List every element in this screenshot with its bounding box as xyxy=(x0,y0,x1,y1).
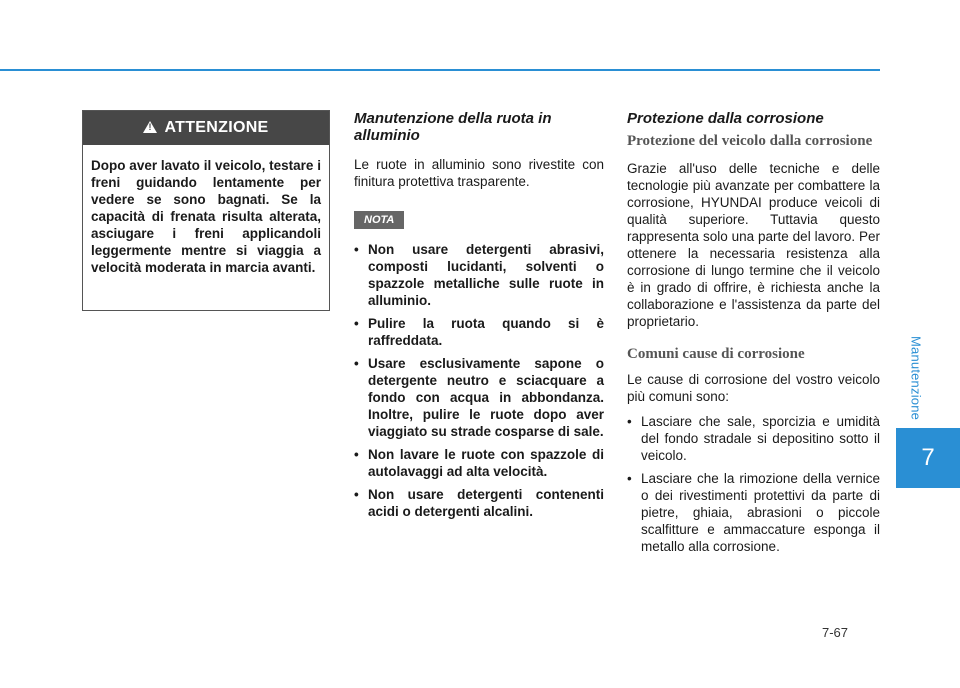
list-item: • Lasciare che sale, sporcizia e umidità del fondo stradale si depositino sotto il veicolo. xyxy=(627,413,880,464)
warning-text: Dopo aver lavato il veicolo, testare i freni guidando lentamente per vedere se sono bagnati. Se la capacità di frenata risulta alterata, asciugare i freni applicandoli leggermente mentre si viaggia a velocità moderata in marcia avanti. xyxy=(91,158,321,275)
warning-title: ATTENZIONE xyxy=(164,119,269,136)
list-item: • Non usare detergenti contenenti acidi o detergenti alcalini. xyxy=(354,486,604,520)
page-number: 7-67 xyxy=(822,625,849,640)
section-name-label: Manutenzione xyxy=(908,335,924,421)
warning-triangle-icon xyxy=(143,121,157,133)
list-item: • Usare esclusivamente sapone o detergente neutro e sciacquare a fondo con acqua in abbondanza. Inoltre, pulire le ruote dopo aver viaggiato su strade cosparse di sale. xyxy=(354,355,604,440)
corrosion-list xyxy=(627,413,880,555)
wheel-care-intro: Le ruote in alluminio sono rivestite con finitura protettiva trasparente. xyxy=(354,157,604,189)
wheel-care-section xyxy=(354,110,604,526)
wheel-care-list xyxy=(354,241,604,520)
corrosion-subtitle-2: Comuni cause di corrosione xyxy=(627,346,805,362)
list-item: • Non lavare le ruote con spazzole di autolavaggi ad alta velocità. xyxy=(354,446,604,480)
warning-box xyxy=(82,110,330,311)
header-rule xyxy=(0,69,880,71)
wheel-care-title: Manutenzione della ruota in alluminio xyxy=(354,110,552,144)
section-number-tab: 7 xyxy=(896,428,960,488)
corrosion-title: Protezione dalla corrosione xyxy=(627,110,824,127)
warning-header xyxy=(83,111,329,145)
corrosion-section xyxy=(627,110,880,561)
list-item: • Non usare detergenti abrasivi, composti lucidanti, solventi o spazzole metalliche sulle ruote in alluminio. xyxy=(354,241,604,309)
corrosion-paragraph-2: Le cause di corrosione del vostro veicolo più comuni sono: xyxy=(627,372,880,404)
corrosion-subtitle-1: Protezione del veicolo dalla corrosione xyxy=(627,133,873,149)
list-item: • Pulire la ruota quando si è raffreddata. xyxy=(354,315,604,349)
note-badge: NOTA xyxy=(354,211,404,229)
corrosion-paragraph-1: Grazie all'uso delle tecniche e delle tecnologie più avanzate per combattere la corrosione, HYUNDAI produce veicoli di qualità superiore. Tuttavia questo rappresenta solo una parte del lavoro. Per ottenere la necessaria resistenza alla corrosione di lungo termine che il veicolo è in grado di offrire, è richiesta anche la collaborazione e l'assistenza da parte del proprietario. xyxy=(627,161,880,329)
list-item: • Lasciare che la rimozione della vernice o dei rivestimenti protettivi da parte di pietre, ghiaia, abrasioni o piccole scalfitture e ammaccature esponga il metallo alla corrosione. xyxy=(627,470,880,555)
